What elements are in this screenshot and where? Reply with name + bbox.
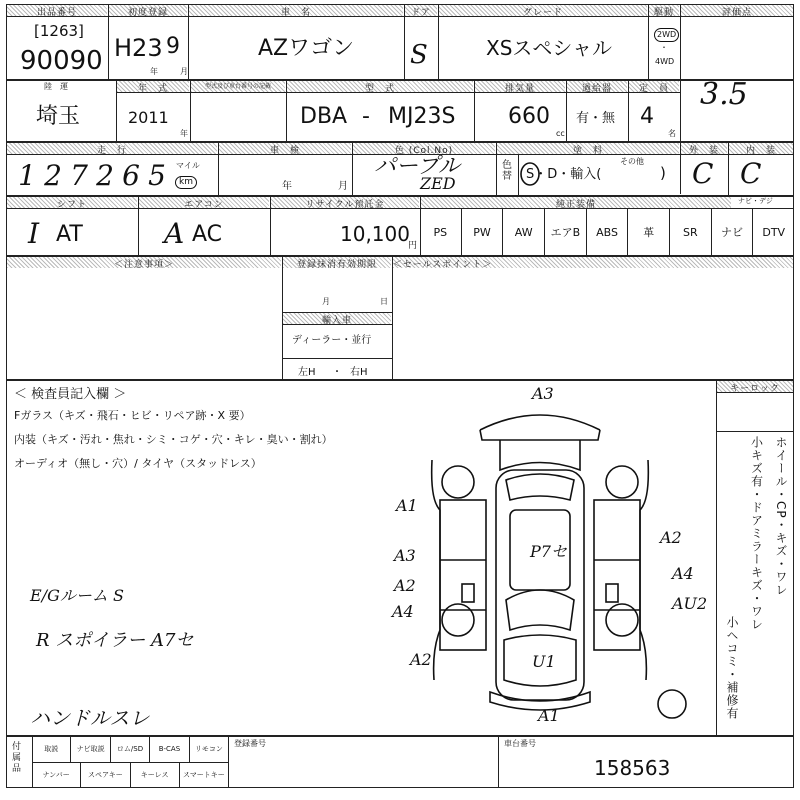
- accessory-cell: ナビ取説: [70, 736, 109, 762]
- displacement-value: 660: [508, 104, 550, 129]
- header-model-code: 型 式: [287, 81, 473, 92]
- type-prefix: DBA: [300, 104, 348, 129]
- chassis-label: 車台番号: [504, 739, 536, 748]
- header-model: 車 名: [189, 5, 403, 16]
- region-value: 埼玉: [36, 104, 81, 129]
- header-score: 評価点: [681, 5, 793, 16]
- accessory-cell: スマートキー: [179, 762, 228, 788]
- handle-left: 左H: [298, 367, 316, 378]
- history-label: 登録抹消有効期限: [283, 257, 391, 268]
- header-turbo: 過給器: [567, 81, 627, 92]
- damage-mark: U1: [532, 652, 556, 671]
- key-lock-box: [716, 392, 794, 432]
- score-value: 3.5: [700, 77, 748, 112]
- capacity-unit: 名: [668, 129, 676, 138]
- paint-circle-mark: [518, 160, 542, 188]
- model-name: AZワゴン: [258, 36, 355, 61]
- history-month: 月: [322, 297, 330, 306]
- damage-mark: A4: [392, 602, 414, 621]
- interior-grade: C: [740, 157, 762, 190]
- inspector-note-engine: E/Gルーム S: [30, 586, 124, 605]
- glass-line: Fガラス（キズ・飛石・ヒビ・リペア跡・X 要）: [14, 409, 251, 422]
- equipment-cell: ABS: [586, 208, 628, 256]
- inspection-year: 年: [282, 181, 292, 192]
- header-equipment-small: ナビ・デジ: [738, 197, 773, 205]
- color-code: ZED: [420, 174, 456, 193]
- equipment-cell: PS: [433, 225, 448, 239]
- equipment-cell: ナビ: [711, 208, 753, 256]
- handle-sep: ・: [332, 367, 342, 378]
- damage-mark: A1: [538, 706, 560, 725]
- damage-mark: A1: [396, 496, 418, 515]
- turbo-value: 有・無: [576, 111, 616, 126]
- accessories-row-1: [32, 736, 228, 762]
- damage-mark: A3: [532, 384, 554, 403]
- model-year: 2011: [128, 108, 169, 127]
- capacity-value: 4: [640, 104, 654, 129]
- equipment-cell: PW: [461, 208, 503, 256]
- equipment-cell: SR: [669, 208, 711, 256]
- equipment-cell: DTV: [752, 208, 794, 256]
- registration-label: 登録番号: [234, 739, 266, 748]
- type-dash: -: [362, 104, 370, 129]
- equipment-cell: AW: [502, 208, 544, 256]
- header-first-reg: 初度登録: [109, 5, 187, 16]
- inspection-month: 月: [338, 181, 348, 192]
- damage-mark: A2: [394, 576, 416, 595]
- accessory-cell: 取説: [44, 745, 59, 753]
- interior-line: 内装（キズ・汚れ・焦れ・シミ・コゲ・穴・キレ・臭い・割れ）: [14, 433, 333, 446]
- import-label: 輸入車: [283, 313, 391, 324]
- side-text-mirror: 小キズ有・ドアミラーキズ・ワレ: [749, 436, 764, 631]
- header-displacement: 排気量: [475, 81, 565, 92]
- damage-mark: A4: [672, 564, 694, 583]
- recycle-unit: 円: [408, 241, 418, 251]
- accessory-cell: キーレス: [130, 762, 179, 788]
- mileage-digit: 1: [18, 159, 36, 192]
- equipment-cell: 革: [627, 208, 669, 256]
- damage-mark: P7セ: [530, 542, 567, 561]
- mile-unit: マイル: [176, 161, 200, 170]
- header-drive: 駆動: [649, 5, 679, 16]
- paint-options: S・D・輸入(: [526, 167, 602, 182]
- drive-sep: ・: [660, 43, 668, 52]
- ac-value: AC: [192, 222, 223, 247]
- first-reg-era: H23: [114, 34, 163, 62]
- header-shift: シフト: [7, 197, 137, 208]
- header-color: 色 (Col.No): [353, 143, 495, 154]
- ac-code: A: [164, 217, 185, 250]
- cc-unit: cc: [556, 129, 565, 138]
- header-grade: グレード: [439, 5, 647, 16]
- audio-line: オーディオ（無し・穴）/ タイヤ（スタッドレス）: [14, 457, 262, 470]
- car-damage-diagram: [420, 400, 710, 730]
- km-unit: km: [175, 176, 197, 189]
- header-exterior: 外 装: [681, 143, 727, 154]
- equipment-cell: エアB: [544, 208, 586, 256]
- handle-right: 右H: [350, 367, 368, 378]
- accessory-cell: ロム/SD: [110, 736, 149, 762]
- inspector-note-spoiler: R スポイラー A7セ: [36, 630, 194, 651]
- type-code: MJ23S: [388, 104, 456, 129]
- accessory-cell: リモコン: [189, 736, 228, 762]
- damage-mark: A2: [410, 650, 432, 669]
- first-reg-month: 9: [166, 34, 180, 59]
- header-recycle: リサイクル預託金: [271, 197, 419, 208]
- inspector-title: ＜ 検査員記入欄 ＞: [14, 387, 127, 402]
- side-vertical-text: [724, 436, 790, 732]
- damage-mark: AU2: [672, 594, 708, 613]
- header-interior: 内 装: [729, 143, 793, 154]
- notes-section: [6, 256, 794, 380]
- key-lock-label: キーロック: [717, 381, 793, 392]
- grade-value: XSスペシャル: [486, 36, 612, 60]
- mileage-digit: 6: [122, 159, 140, 192]
- paint-other: その他: [620, 157, 644, 166]
- shift-code: I: [28, 217, 40, 250]
- equipment-row: [420, 208, 794, 256]
- notes-label: ＜注意事項＞: [7, 257, 281, 268]
- exterior-grade: C: [692, 157, 714, 190]
- accessories-label: 付属品: [12, 742, 22, 774]
- lot-prefix: [1263]: [34, 22, 84, 40]
- history-day: 日: [380, 297, 388, 306]
- header-mileage: 走 行: [7, 143, 217, 154]
- drive-2wd: 2WD: [654, 28, 679, 42]
- header-equipment: 純正装備: [421, 197, 731, 208]
- side-text-wheel: ホイール・CP・キズ・ワレ: [774, 436, 788, 597]
- header-type-small: 型式及び車台番号の記載: [191, 81, 285, 92]
- door-value: S: [410, 40, 428, 70]
- year-unit: 年: [150, 67, 158, 76]
- accessory-cell: B-CAS: [149, 736, 188, 762]
- recycle-value: 10,100: [340, 222, 410, 246]
- model-year-unit: 年: [180, 129, 188, 138]
- chassis-number: 158563: [594, 756, 671, 780]
- lot-number: 90090: [20, 46, 103, 76]
- header-doors: ドア: [405, 5, 437, 16]
- mileage-digits: [14, 159, 174, 192]
- accessory-cell: スペアキー: [80, 762, 129, 788]
- inspector-note-handle: ハンドルスレ: [30, 706, 150, 730]
- mileage-digit: 7: [70, 159, 88, 192]
- sales-label: ＜セールスポイント＞: [393, 257, 793, 268]
- mileage-digit: 2: [96, 159, 114, 192]
- mileage-digit: 2: [44, 159, 62, 192]
- header-paint: 塗 料: [497, 143, 679, 154]
- header-region: 陸 運: [44, 82, 68, 91]
- damage-mark: A3: [394, 546, 416, 565]
- accessories-row-2: [32, 762, 228, 788]
- header-capacity: 定 員: [629, 81, 679, 92]
- accessory-cell: ナンバー: [42, 771, 70, 779]
- damage-mark: A2: [660, 528, 682, 547]
- drive-4wd: 4WD: [655, 57, 675, 66]
- month-unit: 月: [180, 67, 188, 76]
- header-ac: エアコン: [139, 197, 269, 208]
- import-value: ディーラー・並行: [292, 335, 372, 346]
- header-inspection: 車 検: [219, 143, 351, 154]
- mileage-digit: 5: [148, 159, 166, 192]
- paint-close: ): [660, 164, 666, 182]
- header-lot: 出品番号: [7, 5, 107, 16]
- color-name: パープル: [374, 154, 461, 179]
- shift-value: AT: [56, 222, 83, 247]
- color-change: 色替: [502, 160, 512, 182]
- side-text-dent: 小ヘコミ・補修有: [725, 616, 739, 720]
- header-year: 年 式: [117, 81, 189, 92]
